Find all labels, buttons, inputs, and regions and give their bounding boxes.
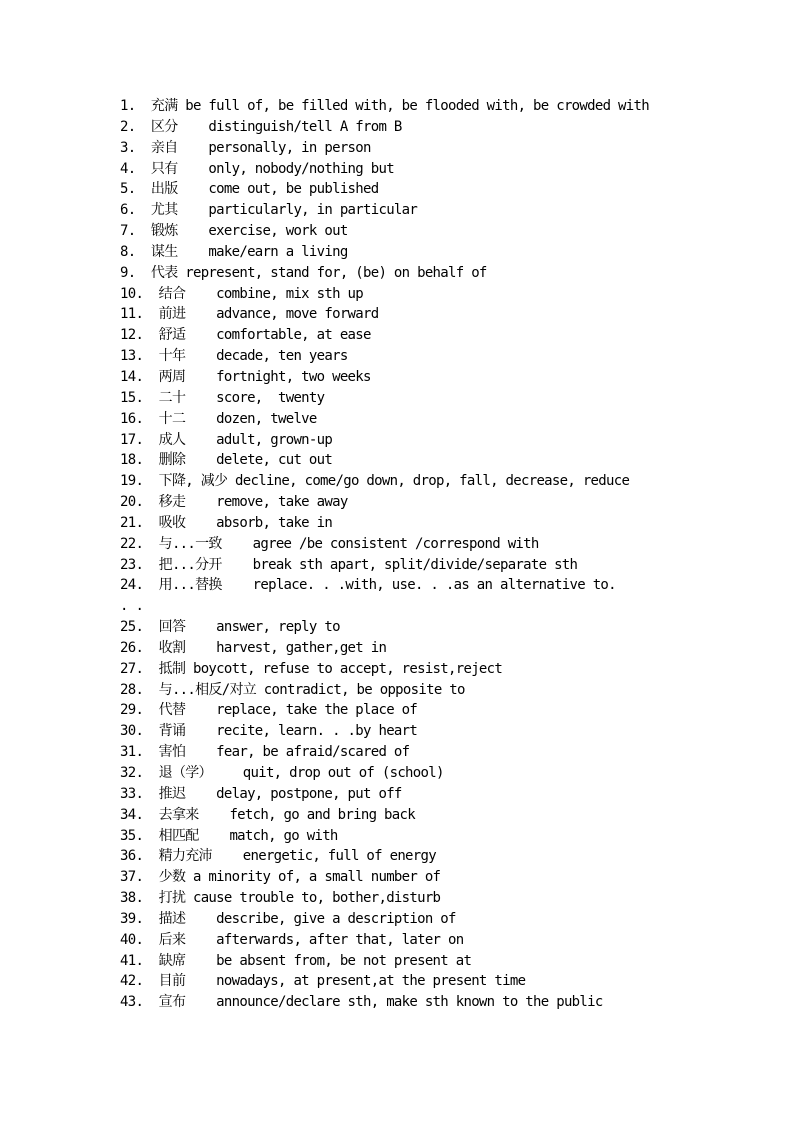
list-item: 14. 两周 fortnight, two weeks xyxy=(120,368,371,385)
list-item: 18. 删除 delete, cut out xyxy=(120,452,333,469)
list-item: 37. 少数 a minority of, a small number of xyxy=(120,869,441,886)
list-item: 1. 充满 be full of, be filled with, be flooded with, be crowded with xyxy=(120,98,649,114)
list-item: 32. 退（学） quit, drop out of (school) xyxy=(120,765,444,781)
list-item: 2. 区分 distinguish/tell A from B xyxy=(120,118,402,135)
list-item: 29. 代替 replace, take the place of xyxy=(120,702,418,719)
list-item: 9. 代表 represent, stand for, (be) on behalf of xyxy=(120,264,487,281)
list-item: 3. 亲自 personally, in person xyxy=(120,139,371,156)
list-item: 31. 害怕 fear, be afraid/scared of xyxy=(120,744,410,761)
list-item: 7. 锻炼 exercise, work out xyxy=(120,223,348,240)
list-item: 43. 宣布 announce/declare sth, make sth known to the public xyxy=(120,994,603,1011)
list-item: 12. 舒适 comfortable, at ease xyxy=(120,327,371,344)
list-item: 24. 用...替换 replace. . .with, use. . .as an alternative to. xyxy=(120,577,616,594)
list-item: 17. 成人 adult, grown-up xyxy=(120,431,333,448)
list-item: 33. 推迟 delay, postpone, put off xyxy=(120,785,402,802)
list-item: 27. 抵制 boycott, refuse to accept, resist,reject xyxy=(120,660,503,677)
list-item: 6. 尤其 particularly, in particular xyxy=(120,202,418,219)
list-item: 13. 十年 decade, ten years xyxy=(120,348,348,365)
vocabulary-list xyxy=(120,96,700,1013)
list-item: 35. 相匹配 match, go with xyxy=(120,827,338,844)
list-item: 21. 吸收 absorb, take in xyxy=(120,514,333,531)
list-item: 28. 与...相反/对立 contradict, be opposite to xyxy=(120,681,465,698)
list-item: 39. 描述 describe, give a description of xyxy=(120,910,456,927)
list-item-continuation: . . xyxy=(120,598,144,615)
list-item: 20. 移走 remove, take away xyxy=(120,494,348,511)
list-item: 41. 缺席 be absent from, be not present at xyxy=(120,952,472,969)
list-item: 10. 结合 combine, mix sth up xyxy=(120,285,364,302)
list-item: 26. 收割 harvest, gather,get in xyxy=(120,639,387,656)
list-item: 8. 谋生 make/earn a living xyxy=(120,243,348,260)
list-item: 30. 背诵 recite, learn. . .by heart xyxy=(120,723,418,740)
list-item: 23. 把...分开 break sth apart, split/divide/separate sth xyxy=(120,556,578,573)
list-item: 19. 下降, 减少 decline, come/go down, drop, fall, decrease, reduce xyxy=(120,473,630,490)
list-item: 38. 打扰 cause trouble to, bother,disturb xyxy=(120,890,441,907)
list-item: 42. 目前 nowadays, at present,at the present time xyxy=(120,973,526,990)
list-item: 4. 只有 only, nobody/nothing but xyxy=(120,160,394,177)
list-item: 36. 精力充沛 energetic, full of energy xyxy=(120,848,436,865)
list-item: 11. 前进 advance, move forward xyxy=(120,306,379,323)
list-item: 22. 与...一致 agree /be consistent /correspond with xyxy=(120,535,539,552)
list-item: 25. 回答 answer, reply to xyxy=(120,619,340,636)
list-item: 5. 出版 come out, be published xyxy=(120,181,379,198)
list-item: 16. 十二 dozen, twelve xyxy=(120,410,317,427)
list-item: 34. 去拿来 fetch, go and bring back xyxy=(120,806,415,823)
list-item: 40. 后来 afterwards, after that, later on xyxy=(120,931,464,948)
list-item: 15. 二十 score, twenty xyxy=(120,389,325,406)
